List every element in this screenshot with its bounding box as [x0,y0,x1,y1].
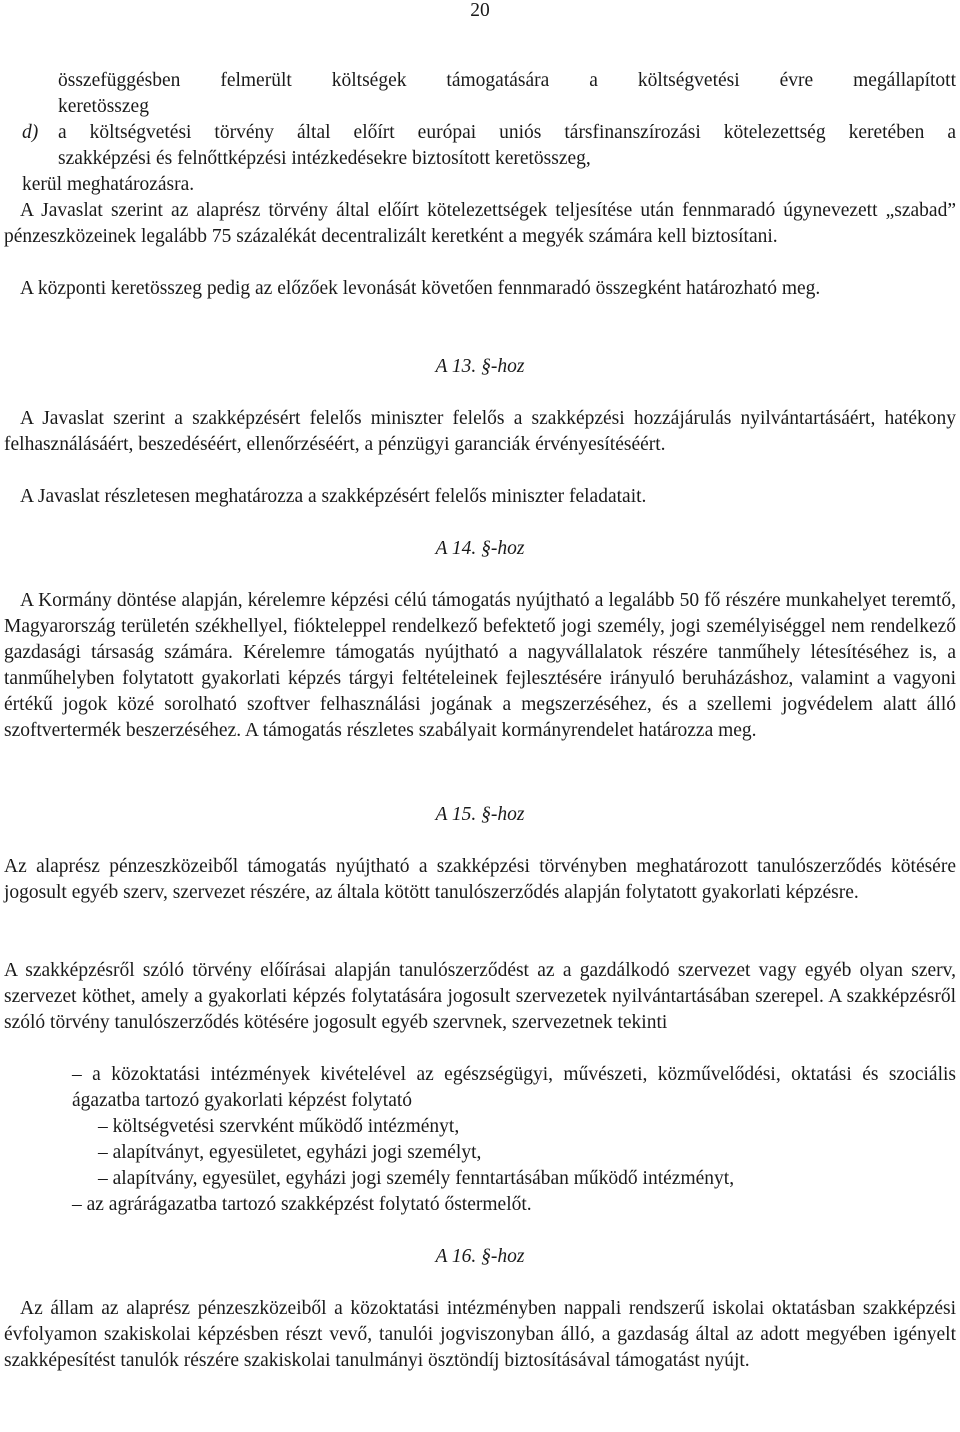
list-item: – a közoktatási intézmények kivételével az egészségügyi, művészeti, közművelődési, oktatási és szociális ágazatba tartozó gyakorlati képzést folytató [72,1064,956,1111]
paragraph: A központi keretösszeg pedig az előzőek levonását követően fennmaradó összegként határozható meg. [20,278,821,299]
section-heading: A 15. §-hoz [435,804,525,825]
paragraph: A Javaslat részletesen meghatározza a szakképzésért felelős miniszter feladatait. [20,486,647,507]
section-heading: A 16. §-hoz [435,1246,525,1267]
list-closing-text: kerül meghatározásra. [22,174,195,195]
list-continuation-line: összefüggésben felmerült költségek támogatására a költségvetési évre megállapított [58,70,956,91]
sub-list-item: – alapítványt, egyesületet, egyházi jogi személyt, [98,1142,482,1163]
list-item-marker [22,120,52,146]
section-heading: A 13. §-hoz [435,356,525,377]
paragraph: A Kormány döntése alapján, kérelemre képzési célú támogatás nyújtható a legalább 50 fő részére munkahelyet teremtő, Magyarország területén székhellyel, fiókteleppel rendelkező befektető jogi személy, jogi személyiséggel nem rendelkező gazdasági társaság számára. Kérelemre támogatás nyújtható a nagyvállalatok részére tanműhely létesítéséhez is, a tanműhelyben folytatott gyakorlati képzés tárgyi feltételeinek fejlesztésére irányuló beruházáshoz, valamint a vagyoni értékű jogok közé sorolható szoftver felhasználási jogának a megszerzéséhez, és a szellemi jogvédelem alatt álló szoftvertermék beszerzéséhez. A támogatás részletes szabályait kormányrendelet határozza meg. [4,590,956,741]
section-heading: A 14. §-hoz [435,538,525,559]
list-item: – az agrárágazatba tartozó szakképzést folytató őstermelőt. [72,1194,532,1215]
list-item-marker-text: d) [22,122,39,143]
paragraph: Az állam az alaprész pénzeszközeiből a közoktatási intézményben nappali rendszerű iskolai oktatásban szakképzési évfolyamon szakiskolai képzésben részt vevő, tanulói jogviszonyban álló, a gazdaság által az adott megyében igényelt szakképesítést tanulók részére szakiskolai tanulmányi ösztöndíj biztosításával támogatást nyújt. [4,1298,956,1371]
paragraph: A Javaslat szerint a szakképzésért felelős miniszter felelős a szakképzési hozzájárulás nyilvántartásáért, hatékony felhasználásáért, beszedéséért, ellenőrzéséért, a pénzügyi garanciák érvényesítéséért. [4,408,956,455]
list-continuation-line: keretösszeg [58,96,149,117]
sub-list-item: – költségvetési szervként működő intézményt, [98,1116,460,1137]
paragraph: A szakképzésről szóló törvény előírásai alapján tanulószerződést az a gazdálkodó szervezet vagy egyéb olyan szerv, szervezet köthet, amely a gyakorlati képzés folytatására jogosult szervezetek nyilvántartásában szerepel. A szakképzésről szóló törvény tanulószerződés kötésére jogosult egyéb szervnek, szervezetnek tekinti [4,960,956,1033]
paragraph: A Javaslat szerint az alaprész törvény által előírt kötelezettségek teljesítése után fennmaradó úgynevezett „szabad” pénzeszközeinek legalább 75 százalékát decentralizált keretként a megyék számára kell biztosítani. [4,200,956,247]
list-item-d-line: szakképzési és felnőttképzési intézkedésekre biztosított keretösszeg, [58,148,591,169]
page-number: 20 [470,0,490,21]
sub-list-item: – alapítvány, egyesület, egyházi jogi személy fenntartásában működő intézményt, [98,1168,735,1189]
paragraph: Az alaprész pénzeszközeiből támogatás nyújtható a szakképzési törvényben meghatározott tanulószerződés kötésére jogosult egyéb szerv, szervezet részére, az általa kötött tanulószerződés alapján folytatott gyakorlati képzésre. [4,856,956,903]
list-item-d-line: a költségvetési törvény által előírt európai uniós társfinanszírozási kötelezettség keretében a [58,122,956,143]
